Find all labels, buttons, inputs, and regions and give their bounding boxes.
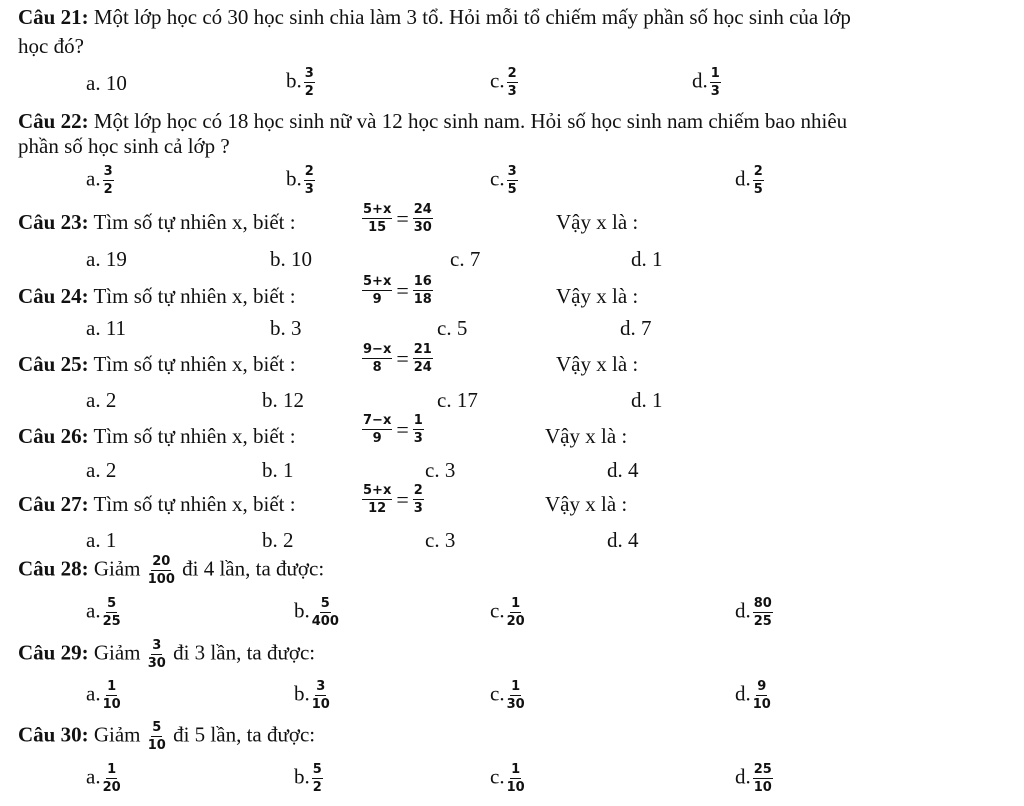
option-a: a. $\frac{1}{10}$ — [86, 679, 121, 712]
question-label: Câu 24: — [18, 284, 89, 308]
equation: $\frac{5+x}{9}$ = $\frac{16}{18}$ — [363, 274, 432, 307]
question-label: Câu 26: — [18, 424, 89, 448]
question-24 — [18, 284, 296, 308]
equation: $\frac{5+x}{12}$ = $\frac{2}{3}$ — [363, 483, 423, 516]
equation: $\frac{9-x}{8}$ = $\frac{21}{24}$ — [363, 342, 432, 375]
question-21 — [18, 5, 851, 29]
question-30: Câu 30: Giảm $\frac{5}{10}$ đi 5 lần, ta được: — [18, 720, 316, 753]
option-a: a. $\frac{1}{20}$ — [86, 762, 121, 795]
fraction: $\frac{2}{5}$ — [753, 164, 763, 197]
option-d: d. 1 — [631, 247, 663, 271]
fraction: $\frac{5}{10}$ — [147, 720, 166, 753]
option-d: d. $\frac{80}{25}$ — [735, 596, 772, 629]
option-b: b. 2 — [262, 528, 294, 552]
option-d: d. $\frac{1}{3}$ — [692, 66, 720, 99]
equation: $\frac{7-x}{9}$ = $\frac{1}{3}$ — [363, 413, 423, 446]
option-c: c. $\frac{1}{20}$ — [490, 596, 525, 629]
option-b: b. $\frac{3}{10}$ — [294, 679, 330, 712]
option-c: c. 17 — [437, 388, 478, 412]
fraction: $\frac{3}{2}$ — [304, 66, 314, 99]
option-d: d. $\frac{2}{5}$ — [735, 164, 763, 197]
question-text: Tìm số tự nhiên x, biết : — [88, 492, 296, 516]
option-d: d. $\frac{25}{10}$ — [735, 762, 772, 795]
option-c: c. $\frac{1}{30}$ — [490, 679, 525, 712]
option-a: a. 10 — [86, 71, 127, 95]
option-b: b. $\frac{5}{400}$ — [294, 596, 339, 629]
fraction: $\frac{3}{2}$ — [103, 164, 113, 197]
option-c: c. $\frac{3}{5}$ — [490, 164, 517, 197]
question-22-cont: phần số học sinh cả lớp ? — [18, 134, 230, 158]
option-d: d. 7 — [620, 316, 652, 340]
suffix: Vậy x là : — [556, 284, 639, 308]
option-b: b. 10 — [270, 247, 312, 271]
option-b: b. 3 — [270, 316, 302, 340]
option-d: d. 1 — [631, 388, 663, 412]
option-b: b. 1 — [262, 458, 294, 482]
question-text: Một lớp học có 30 học sinh chia làm 3 tổ. Hỏi mỗi tổ chiếm mấy phần số học sinh của lớp — [88, 5, 851, 29]
option-a: a. $\frac{3}{2}$ — [86, 164, 113, 197]
question-label: Câu 23: — [18, 210, 89, 234]
option-a: a. 2 — [86, 388, 117, 412]
question-22 — [18, 109, 847, 133]
question-label: Câu 27: — [18, 492, 89, 516]
question-label: Câu 22: — [18, 109, 89, 133]
question-text: Tìm số tự nhiên x, biết : — [88, 284, 296, 308]
question-label: Câu 29: — [18, 640, 89, 665]
option-b: b. $\frac{5}{2}$ — [294, 762, 322, 795]
question-text: Giảm — [88, 556, 141, 581]
fraction: $\frac{3}{5}$ — [507, 164, 517, 197]
equation: $\frac{5+x}{15}$ = $\frac{24}{30}$ — [363, 202, 432, 235]
option-b: b. $\frac{2}{3}$ — [286, 164, 314, 197]
option-c: c. $\frac{1}{10}$ — [490, 762, 525, 795]
question-26 — [18, 424, 296, 448]
question-23 — [18, 210, 296, 234]
option-a: a. $\frac{5}{25}$ — [86, 596, 121, 629]
question-text: Tìm số tự nhiên x, biết : — [88, 424, 296, 448]
option-d: d. 4 — [607, 528, 639, 552]
suffix: Vậy x là : — [545, 492, 628, 516]
question-25 — [18, 352, 296, 376]
option-a: a. 1 — [86, 528, 117, 552]
fraction: $\frac{2}{3}$ — [507, 66, 517, 99]
question-21-cont: học đó? — [18, 34, 84, 58]
option-c: c. 3 — [425, 528, 456, 552]
option-d: d. $\frac{9}{10}$ — [735, 679, 771, 712]
option-c: c. 7 — [450, 247, 481, 271]
option-b: b. $\frac{3}{2}$ — [286, 66, 314, 99]
question-label: Câu 28: — [18, 556, 89, 581]
question-text: Một lớp học có 18 học sinh nữ và 12 học sinh nam. Hỏi số học sinh nam chiếm bao nhiêu — [88, 109, 848, 133]
question-27 — [18, 492, 296, 516]
question-text: Giảm — [88, 722, 141, 747]
suffix: Vậy x là : — [545, 424, 628, 448]
question-29: Câu 29: Giảm $\frac{3}{30}$ đi 3 lần, ta được: — [18, 638, 316, 671]
question-label: Câu 21: — [18, 5, 89, 29]
question-label: Câu 30: — [18, 722, 89, 747]
suffix: Vậy x là : — [556, 210, 639, 234]
fraction: $\frac{1}{3}$ — [710, 66, 720, 99]
question-label: Câu 25: — [18, 352, 89, 376]
fraction: $\frac{2}{3}$ — [304, 164, 314, 197]
option-c: c. 3 — [425, 458, 456, 482]
fraction: $\frac{20}{100}$ — [147, 554, 175, 587]
question-text: Tìm số tự nhiên x, biết : — [88, 210, 296, 234]
option-b: b. 12 — [262, 388, 304, 412]
option-a: a. 2 — [86, 458, 117, 482]
question-text: Giảm — [88, 640, 141, 665]
option-a: a. 19 — [86, 247, 127, 271]
option-d: d. 4 — [607, 458, 639, 482]
suffix: Vậy x là : — [556, 352, 639, 376]
question-text: Tìm số tự nhiên x, biết : — [88, 352, 296, 376]
option-a: a. 11 — [86, 316, 127, 340]
fraction: $\frac{3}{30}$ — [147, 638, 166, 671]
option-c: c. $\frac{2}{3}$ — [490, 66, 517, 99]
option-c: c. 5 — [437, 316, 468, 340]
question-28: Câu 28: Giảm $\frac{20}{100}$ đi 4 lần, ta được: — [18, 554, 325, 587]
